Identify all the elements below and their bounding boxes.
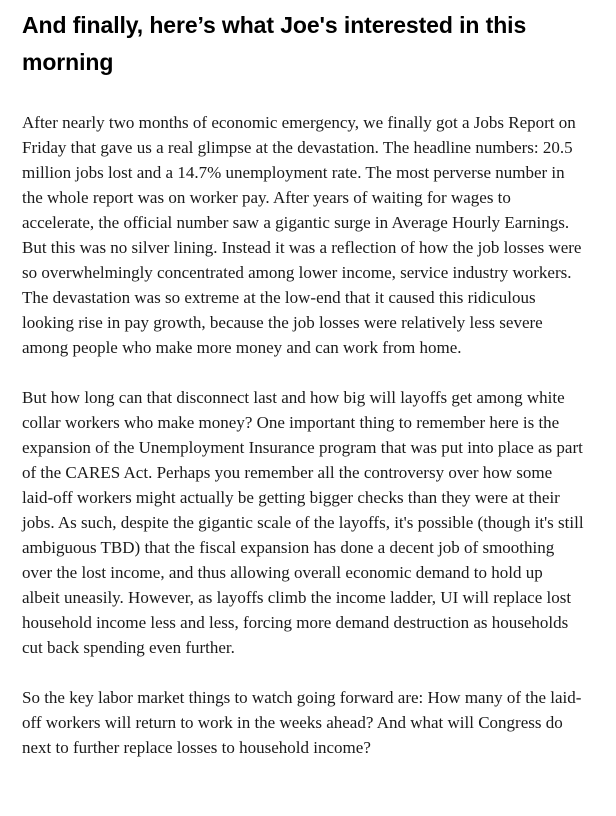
article	[22, 7, 584, 760]
paragraph-jobs-report: After nearly two months of economic emergency, we finally got a Jobs Report on Friday that gave us a real glimpse at the devastation. The headline numbers: 20.5 million jobs lost and a 14.7% unemployment rate. The most perverse number in the whole report was on worker pay. After years of waiting for wages to accelerate, the official number saw a gigantic surge in Average Hourly Earnings. But this was no silver lining. Instead it was a reflection of how the job losses were so overwhelmingly concentrated among lower income, service industry workers. The devastation was so extreme at the low-end that it caused this ridiculous looking rise in pay growth, because the job losses were relatively less severe among people who make more money and can work from home.	[22, 113, 582, 357]
paragraph-key-questions: So the key labor market things to watch going forward are: How many of the laid-off workers will return to work in the weeks ahead? And what will Congress do next to further replace losses to household income?	[22, 688, 582, 757]
article-headline: And finally, here’s what Joe's interested in this morning	[22, 12, 527, 75]
article-body	[22, 110, 584, 760]
paragraph-unemployment-insurance: But how long can that disconnect last and how big will layoffs get among white collar workers who make money? One important thing to remember here is the expansion of the Unemployment Insurance program that was put into place as part of the CARES Act. Perhaps you remember all the controversy over how some laid-off workers might actually be getting bigger checks than they were at their jobs. As such, despite the gigantic scale of the layoffs, it's possible (though it's still ambiguous TBD) that the fiscal expansion has done a decent job of smoothing over the lost income, and thus allowing overall economic demand to hold up albeit uneasily. However, as layoffs climb the income ladder, UI will replace lost household income less and less, forcing more demand destruction as households cut back spending even further.	[22, 388, 584, 657]
